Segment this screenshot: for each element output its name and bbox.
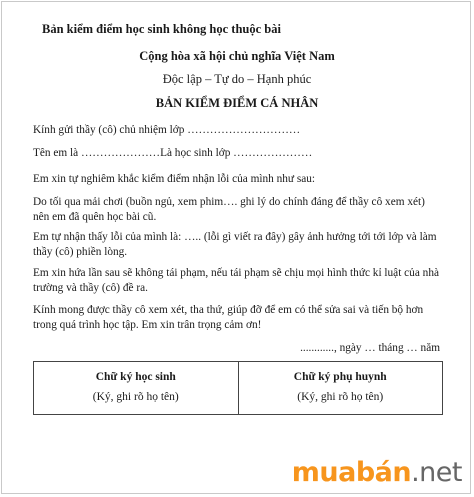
document-page bbox=[1, 1, 471, 494]
document-heading: Bản kiểm điểm học sinh không học thuộc bài bbox=[42, 22, 281, 36]
muaban-logo bbox=[292, 457, 462, 488]
logo-brand: muabán bbox=[291, 457, 412, 488]
signature-table bbox=[33, 361, 443, 415]
student-signature-cell bbox=[34, 362, 239, 415]
student-signature-label: Chữ ký học sinh bbox=[95, 371, 176, 383]
fault-paragraph: Em tự nhận thấy lỗi của mình là: ….. (lỗi gì viết ra đây) gây ảnh hưởng tới tới lớp và làm thầy (cô) phiền lòng. bbox=[33, 231, 437, 258]
student-name-line: Tên em là …………………Là học sinh lớp ………………… bbox=[33, 147, 313, 159]
closing-paragraph: Kính mong được thầy cô xem xét, tha thứ, giúp đỡ để em có thể sửa sai và tiến bộ hơn trong quá trình học tập. Em xin trân trọng cảm ơn! bbox=[33, 304, 424, 331]
republic-line: Cộng hòa xã hội chủ nghĩa Việt Nam bbox=[139, 49, 335, 63]
student-signature-note: (Ký, ghi rõ họ tên) bbox=[92, 391, 179, 403]
reason-paragraph: Do tối qua mải chơi (buồn ngủ, xem phim…. ghi lý do chính đáng để thầy cô xem xét) nên em đã quên học bài cũ. bbox=[33, 196, 425, 223]
document-title: BẢN KIỂM ĐIỂM CÁ NHÂN bbox=[155, 96, 319, 110]
intro-paragraph: Em xin tự nghiêm khắc kiểm điểm nhận lỗi của mình như sau: bbox=[33, 173, 316, 185]
parent-signature-label: Chữ ký phụ huynh bbox=[293, 371, 387, 383]
parent-signature-note: (Ký, ghi rõ họ tên) bbox=[297, 391, 384, 403]
motto-line: Độc lập – Tự do – Hạnh phúc bbox=[162, 72, 312, 86]
date-line: ............, ngày … tháng … năm bbox=[300, 342, 440, 354]
addressee-line: Kính gửi thầy (cô) chủ nhiệm lớp ………………………… bbox=[33, 124, 301, 136]
logo-tld: .net bbox=[411, 457, 462, 488]
parent-signature-cell bbox=[238, 362, 443, 415]
promise-paragraph: Em xin hứa lần sau sẽ không tái phạm, nếu tái phạm sẽ chịu mọi hình thức kỉ luật của nhà trường và thầy (cô) đề ra. bbox=[33, 267, 439, 294]
